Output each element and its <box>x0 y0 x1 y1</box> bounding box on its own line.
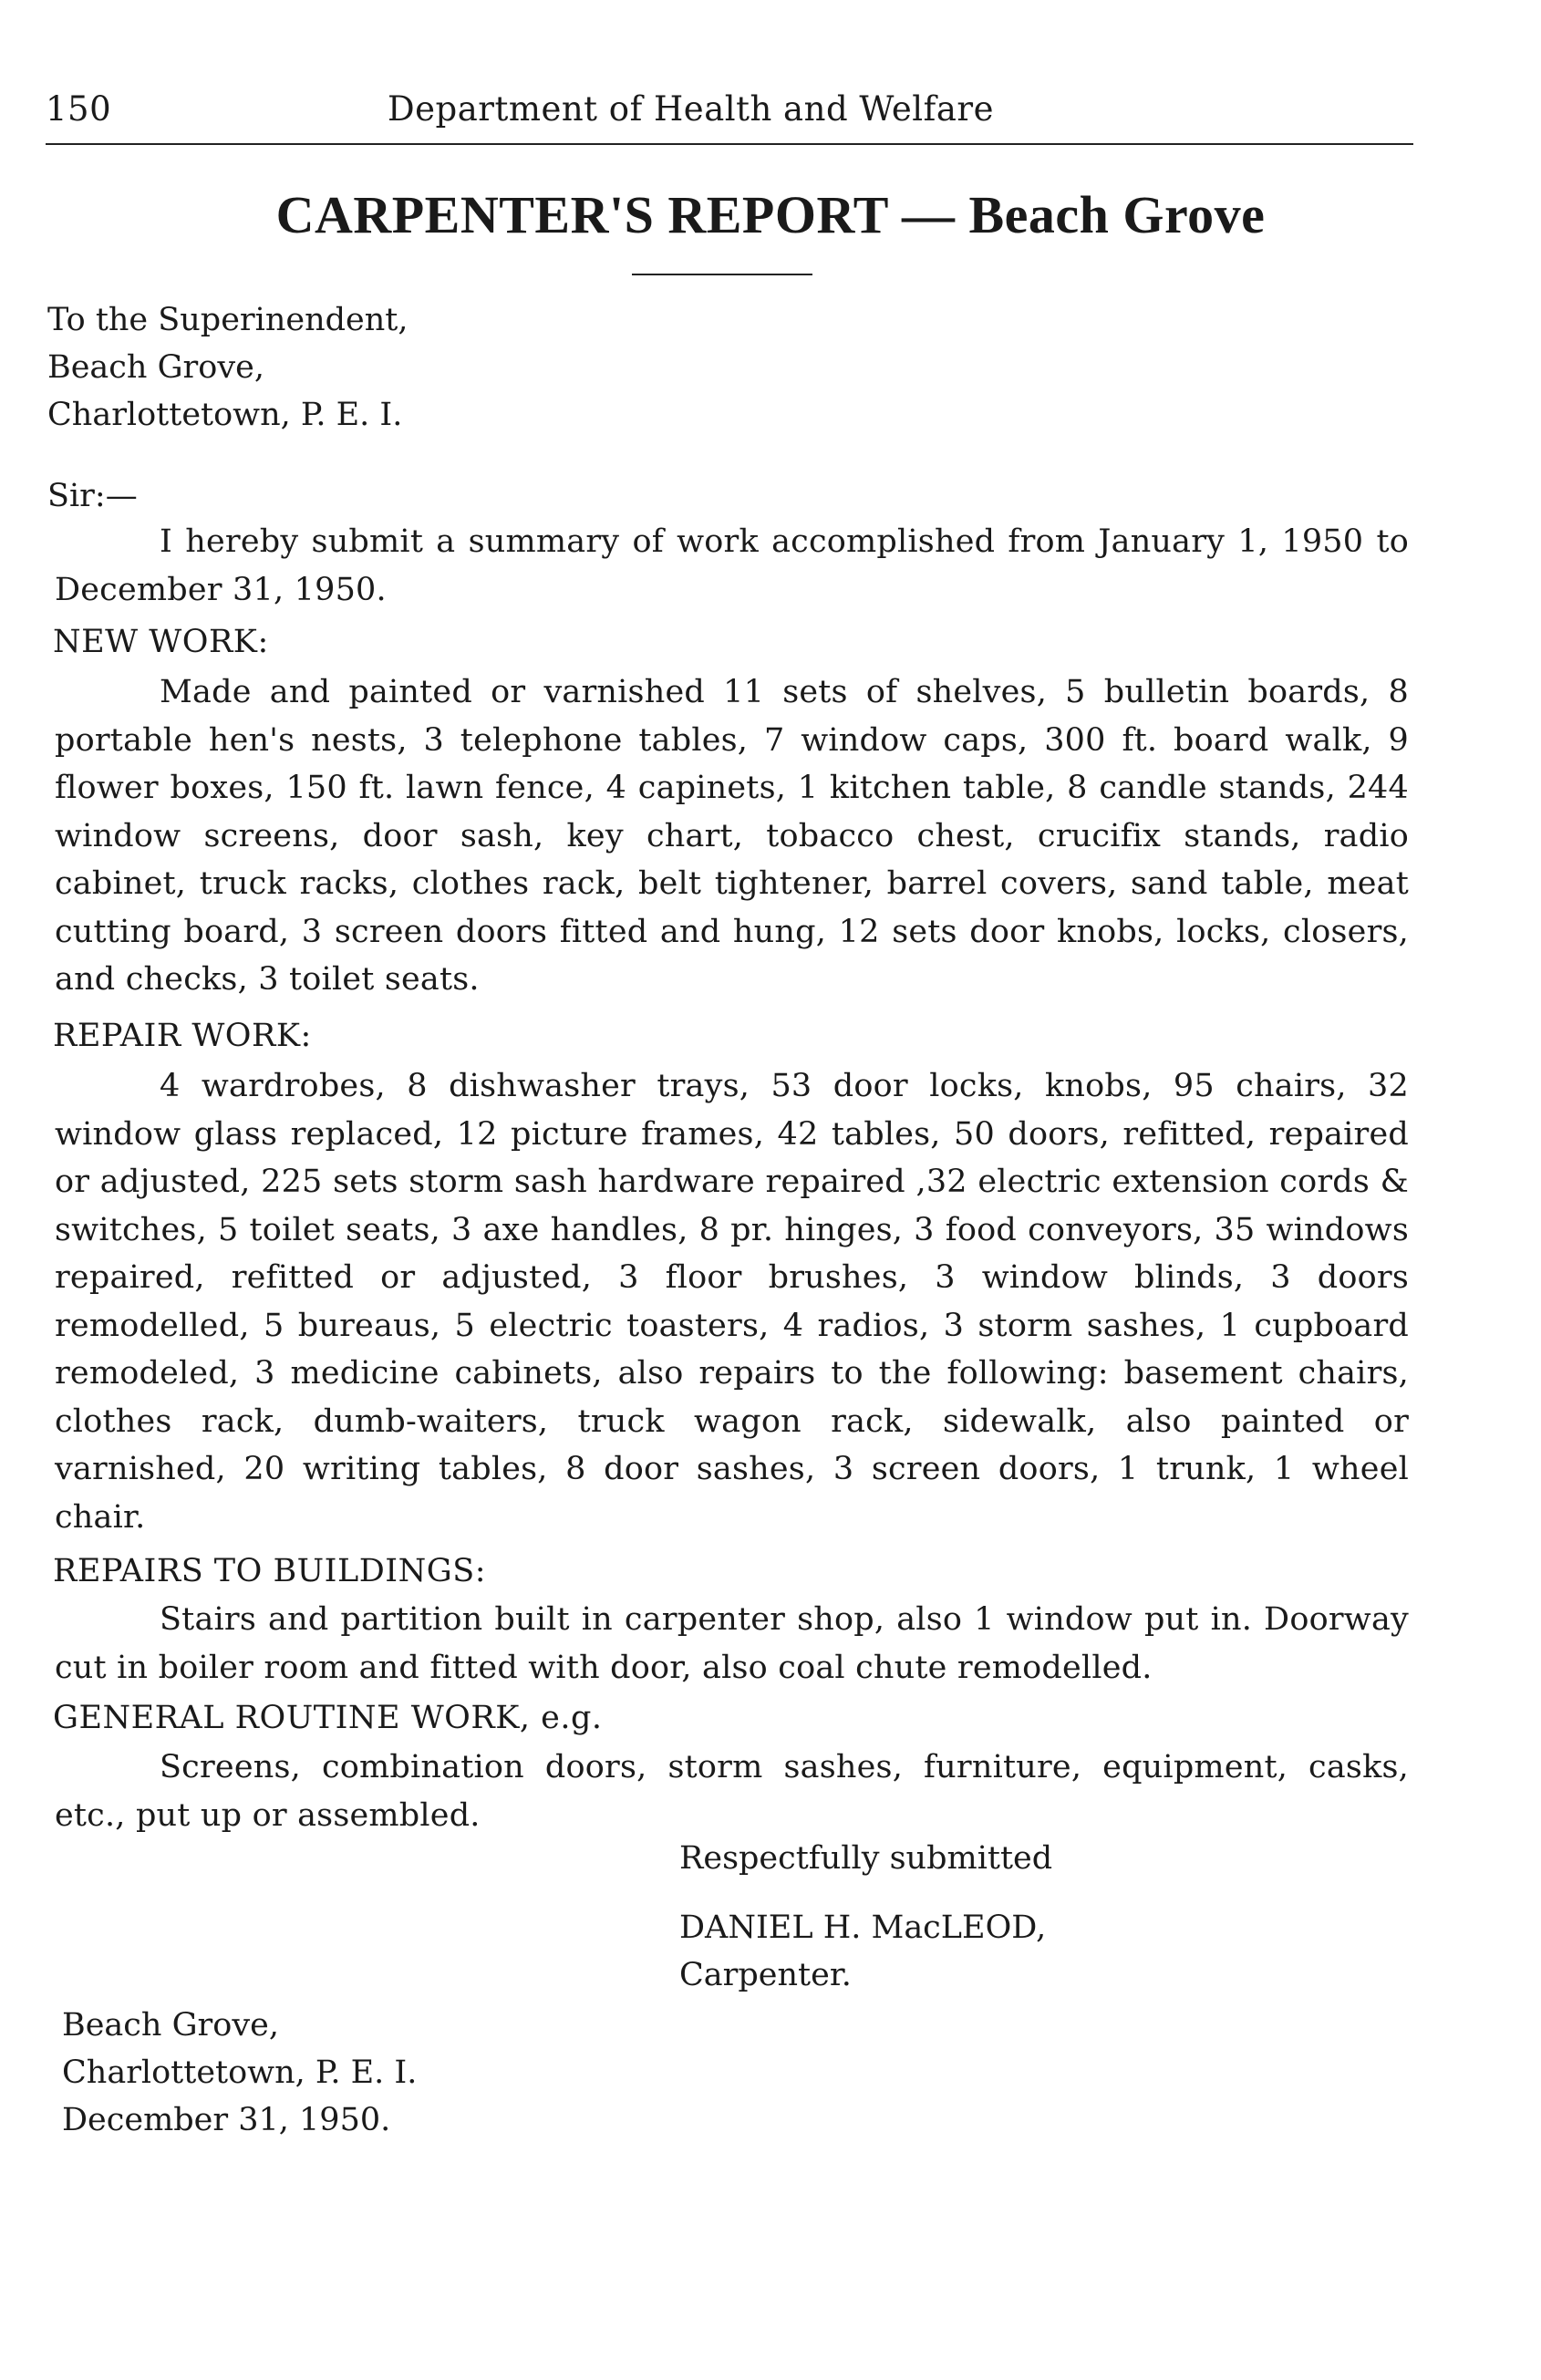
header-divider <box>46 143 1413 145</box>
recipient-address <box>47 296 408 439</box>
footer-date: December 31, 1950. <box>62 2102 391 2138</box>
closing-text: Respectfully submitted <box>679 1840 1053 1877</box>
footer-address-line: Beach Grove, <box>62 2007 279 2044</box>
signature-name: DANIEL H. MacLEOD, <box>679 1909 1047 1946</box>
section-text-repairs-to-buildings <box>55 1596 1409 1692</box>
title-divider <box>632 274 812 275</box>
intro-paragraph <box>55 518 1409 614</box>
address-line: Beach Grove, <box>47 349 264 386</box>
running-head-title: Department of Health and Welfare <box>388 89 994 129</box>
salutation: Sir:— <box>47 478 138 514</box>
section-heading-repairs-to-buildings: REPAIRS TO BUILDINGS: <box>53 1553 486 1589</box>
address-line: To the Superinendent, <box>47 302 409 338</box>
section-text-repair-work <box>55 1062 1409 1541</box>
repair-work-text: 4 wardrobes, 8 dishwasher trays, 53 door locks, knobs, 95 chairs, 32 window glass replaced, 12 picture frames, 42 tables, 50 doors, refitted, repaired or adjusted, 225 sets storm sash hardware repaired ,32 electric extension cords & switches, 5 toilet seats, 3 axe handles, 8 pr. hinges, 3 food conveyors, 35 windows repaired, refitted or adjusted, 3 floor brushes, 3 window blinds, 3 doors remodelled, 5 bureaus, 5 electric toasters, 4 radios, 3 storm sashes, 1 cupboard remodeled, 3 medicine cabinets, also repairs to the following: basement chairs, clothes rack, dumb-waiters, truck wagon rack, sidewalk, also painted or varnished, 20 writing tables, 8 door sashes, 3 screen doors, 1 trunk, 1 wheel chair. <box>55 1068 1409 1536</box>
signature-role: Carpenter. <box>679 1957 852 1993</box>
section-text-new-work <box>55 668 1409 1004</box>
repairs-to-buildings-text: Stairs and partition built in carpenter shop, also 1 window put in. Doorway cut in boiler room and fitted with door, also coal chute remodelled. <box>55 1601 1409 1686</box>
report-title: CARPENTER'S REPORT — Beach Grove <box>275 185 1266 244</box>
general-routine-work-text: Screens, combination doors, storm sashes, furniture, equipment, casks, etc., put up or assembled. <box>55 1749 1409 1834</box>
new-work-text: Made and painted or varnished 11 sets of shelves, 5 bulletin boards, 8 portable hen's nests, 3 telephone tables, 7 window caps, 300 ft. board walk, 9 flower boxes, 150 ft. lawn fence, 4 capinets, 1 kitchen table, 8 candle stands, 244 window screens, door sash, key chart, tobacco chest, crucifix stands, radio cabinet, truck racks, clothes rack, belt tightener, barrel covers, sand table, meat cutting board, 3 screen doors fitted and hung, 12 sets door knobs, locks, closers, and checks, 3 toilet seats. <box>55 674 1409 998</box>
footer-address-line: Charlottetown, P. E. I. <box>62 2054 418 2091</box>
signature-block <box>679 1904 1046 1999</box>
intro-text: I hereby submit a summary of work accomplished from January 1, 1950 to December 31, 1950. <box>55 523 1409 608</box>
running-head <box>46 89 1413 144</box>
section-text-general-routine-work <box>55 1744 1409 1839</box>
footer-address <box>62 2002 417 2144</box>
section-heading-repair-work: REPAIR WORK: <box>53 1018 312 1054</box>
page-number: 150 <box>46 89 112 129</box>
address-line: Charlottetown, P. E. I. <box>47 397 403 433</box>
section-heading-new-work: NEW WORK: <box>53 624 269 660</box>
section-heading-general-routine-work: GENERAL ROUTINE WORK, e.g. <box>53 1700 603 1736</box>
